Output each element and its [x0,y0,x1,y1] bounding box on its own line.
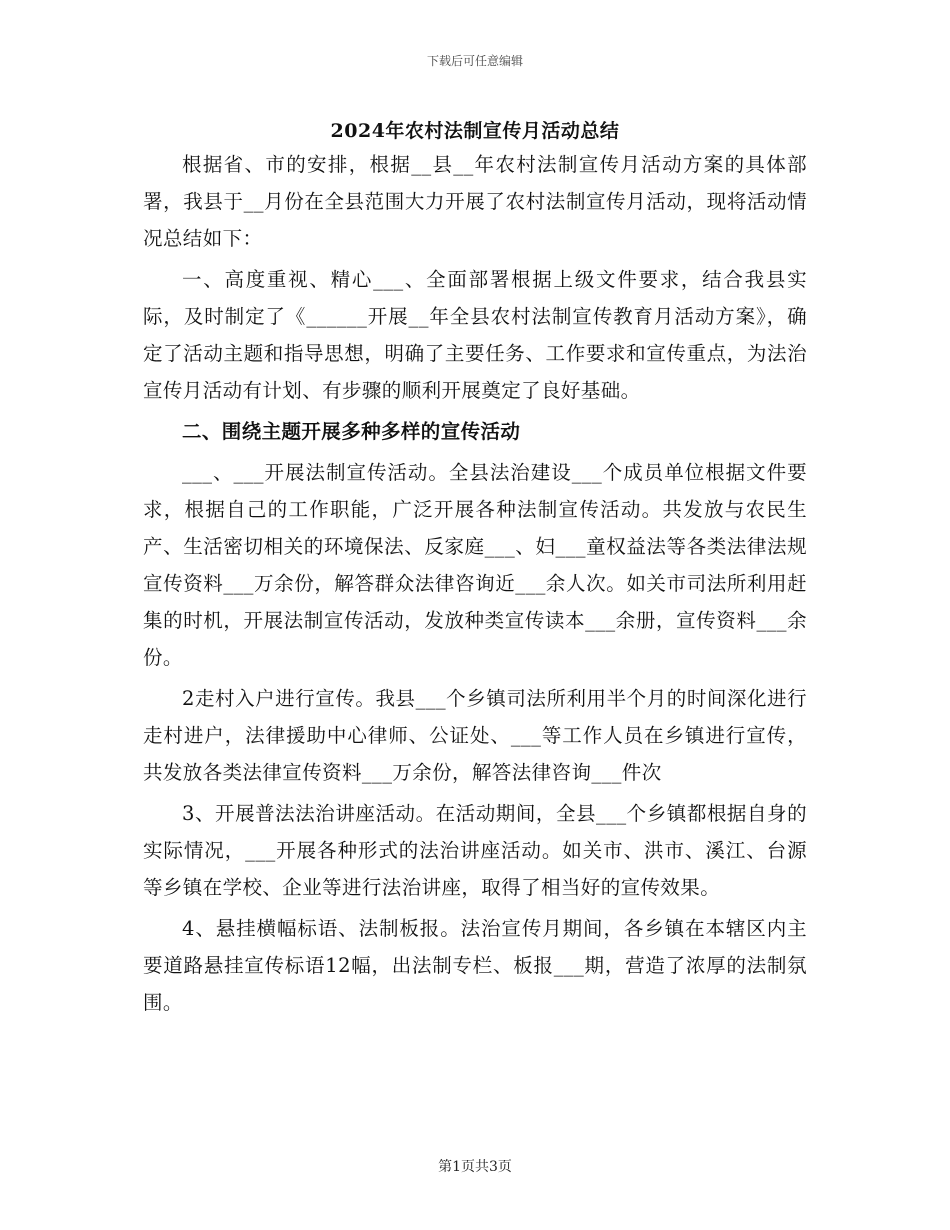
paragraph-item-three: 3、开展普法法治讲座活动。在活动期间，全县___个乡镇都根据自身的实际情况，___开展各种形式的法治讲座活动。如关市、洪市、溪江、台源等乡镇在学校、企业等进行法治讲座，取得了相当好的宣传效果。 [143,802,807,899]
document-title: 2024年农村法制宣传月活动总结 [330,120,620,142]
paragraph-item-two: 2走村入户进行宣传。我县___个乡镇司法所利用半个月的时间深化进行走村进户，法律援助中心律师、公证处、___等工作人员在乡镇进行宣传，共发放各类法律宣传资料___万余份，解答法律咨询___件次 [143,687,807,784]
section-heading-two: 二、围绕主题开展多种多样的宣传活动 [182,420,521,443]
page-number: 第1页共3页 [438,1159,512,1175]
paragraph-intro: 根据省、市的安排，根据__县__年农村法制宣传月活动方案的具体部署，我县于__月份在全县范围大力开展了农村法制宣传月活动，现将活动情况总结如下： [143,153,807,250]
header-note: 下载后可任意编辑 [426,54,523,68]
document-body [143,146,807,1025]
paragraph-item-one: ___、___开展法制宣传活动。全县法治建设___个成员单位根据文件要求，根据自己的工作职能，广泛开展各种法制宣传活动。共发放与农民生产、生活密切相关的环境保法、反家庭___、妇___童权益法等各类法律法规宣传资料___万余份，解答群众法律咨询近___余人次。如关市司法所利用赶集的时机，开展法制宣传活动，发放种类宣传读本___余册，宣传资料___余份。 [143,461,807,669]
paragraph-item-four: 4、悬挂横幅标语、法制板报。法治宣传月期间，各乡镇在本辖区内主要道路悬挂宣传标语12幅，出法制专栏、板报___期，营造了浓厚的法制氛围。 [143,917,807,1014]
paragraph-section-one: 一、高度重视、精心___、全面部署根据上级文件要求，结合我县实际，及时制定了《______开展__年全县农村法制宣传教育月活动方案》，确定了活动主题和指导思想，明确了主要任务、工作要求和宣传重点，为法治宣传月活动有计划、有步骤的顺利开展奠定了良好基础。 [143,268,807,402]
